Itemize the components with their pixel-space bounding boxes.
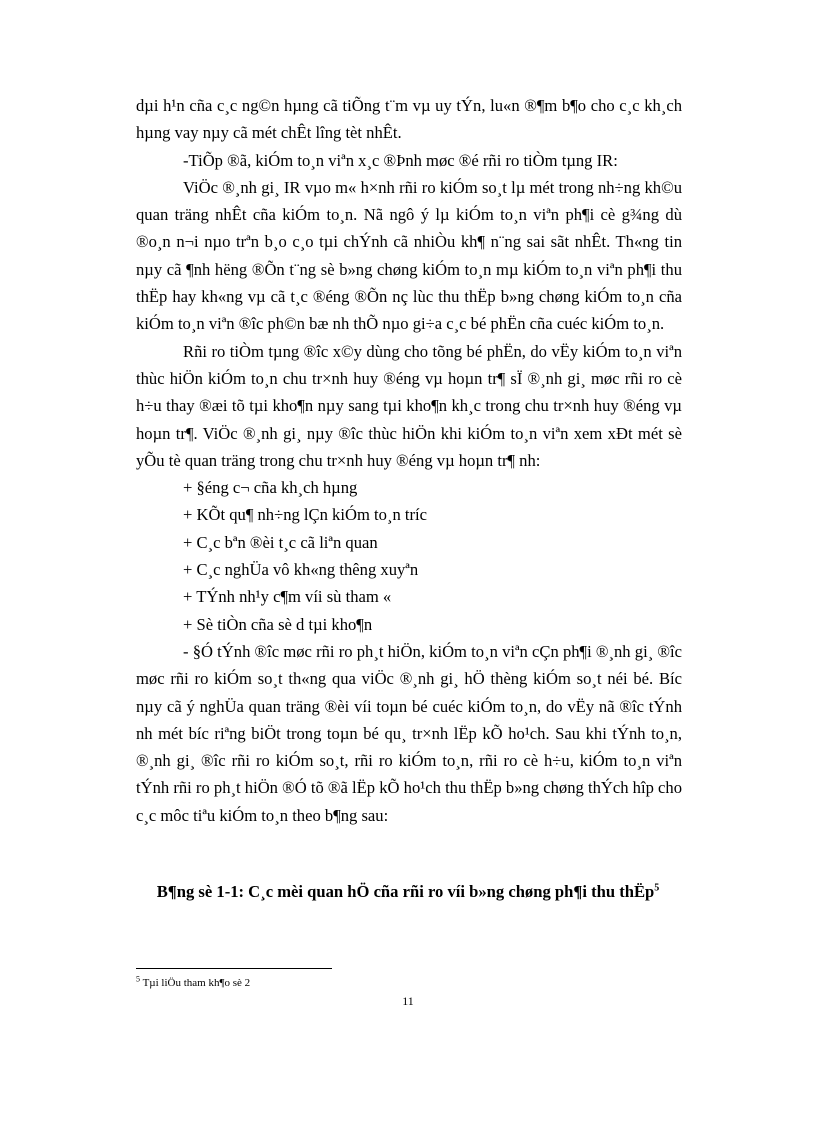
paragraph-2: -TiÕp ®ã, kiÓm to¸n viªn x¸c ®Þnh møc ®é rñi ro tiÒm tµng IR: <box>183 150 618 170</box>
list-item: + Sè tiÒn cña sè d tµi kho¶n <box>183 614 373 634</box>
list-item: + §éng c¬ cña kh¸ch hµng <box>183 478 358 498</box>
footnote <box>136 976 250 990</box>
paragraph-1: dµi h¹n cña c¸c ng©n hµng cã tiÕng t¨m vµ uy tÝn, lu«n ®¶m b¶o cho c¸c kh¸ch hµng vay nµy cã mét chÊt lîng tèt nhÊt. <box>136 96 682 143</box>
list-item: + KÕt qu¶ nh÷ng lÇn kiÓm to¸n tríc <box>183 505 427 525</box>
list-item: + TÝnh nh¹y c¶m víi sù tham « <box>183 587 392 607</box>
footnote-text: Tµi liÖu tham kh¶o sè 2 <box>142 977 251 989</box>
paragraph-3: ViÖc ®¸nh gi¸ IR vµo m« h×nh rñi ro kiÓm so¸t lµ mét trong nh÷ng kh©u quan träng nhÊt cña kiÓm to¸n. Nã ngô ý lµ kiÓm to¸n viªn ph¶i cè g¾ng dù ®o¸n n¬i nµo trªn b¸o c¸o tµi chÝnh cã nhiÒu kh¶ n¨ng sai sãt nhÊt. Th«ng tin nµy cã ¶nh hëng ®Õn t¨ng sè b»ng chøng kiÓm to¸n mµ kiÓm to¸n viªn ph¶i thu thËp hay kh«ng vµ cã t¸c ®éng ®Õn nç lùc thu thËp b»ng chøng kiÓm to¸n cña kiÓm to¸n viªn ®îc ph©n bæ nh thÕ nµo gi÷a c¸c bé phËn cña cuéc kiÓm to¸n. <box>136 177 682 334</box>
table-heading-text: B¶ng sè 1-1: C¸c mèi quan hÖ cña rñi ro víi b»ng chøng ph¶i thu thËp <box>156 882 655 901</box>
footnote-separator <box>136 968 332 969</box>
page-number: 11 <box>402 994 414 1008</box>
table-heading <box>100 880 716 904</box>
list-item: + C¸c nghÜa vô kh«ng thêng xuyªn <box>183 560 419 580</box>
list-item: + C¸c bªn ®èi t¸c cã liªn quan <box>183 532 378 552</box>
footnote-marker: 5 <box>136 974 140 984</box>
paragraph-5: - §Ó tÝnh ®îc møc rñi ro ph¸t hiÖn, kiÓm to¸n viªn cÇn ph¶i ®¸nh gi¸ ®îc møc rñi ro kiÓm so¸t th«ng qua viÖc ®¸nh gi¸ hÖ thèng kiÓm so¸t néi bé. Bíc nµy cã ý nghÜa quan träng ®èi víi toµn bé cuéc kiÓm to¸n, do vËy nã ®îc tÝnh nh mét bíc riªng biÖt trong toµn bé qu¸ tr×nh lËp kÕ ho¹ch. Sau khi tÝnh to¸n, ®¸nh gi¸ ®îc rñi ro kiÓm so¸t, rñi ro kiÓm to¸n, rñi ro cè h÷u, kiÓm to¸n viªn tÝnh rñi ro ph¸t hiÖn ®Ó tõ ®ã lËp kÕ ho¹ch thu thËp b»ng chøng thÝch hîp cho c¸c môc tiªu kiÓm to¸n theo b¶ng sau: <box>136 641 682 825</box>
paragraph-4: Rñi ro tiÒm tµng ®îc x©y dùng cho tõng bé phËn, do vËy kiÓm to¸n viªn thùc hiÖn kiÓm to¸n chu tr×nh huy ®éng vµ hoµn tr¶ sÏ ®¸nh gi¸ møc rñi ro cè h÷u thay ®æi tõ tµi kho¶n nµy sang tµi kho¶n kh¸c trong chu tr×nh huy ®éng vµ hoµn tr¶. ViÖc ®¸nh gi¸ nµy ®îc thùc hiÖn khi kiÓm to¸n viªn xem xÐt mét sè yÕu tè quan träng trong chu tr×nh huy ®éng vµ hoµn tr¶ nh: <box>136 341 682 470</box>
footnote-reference[interactable]: 5 <box>654 882 660 894</box>
body-text <box>136 92 682 829</box>
